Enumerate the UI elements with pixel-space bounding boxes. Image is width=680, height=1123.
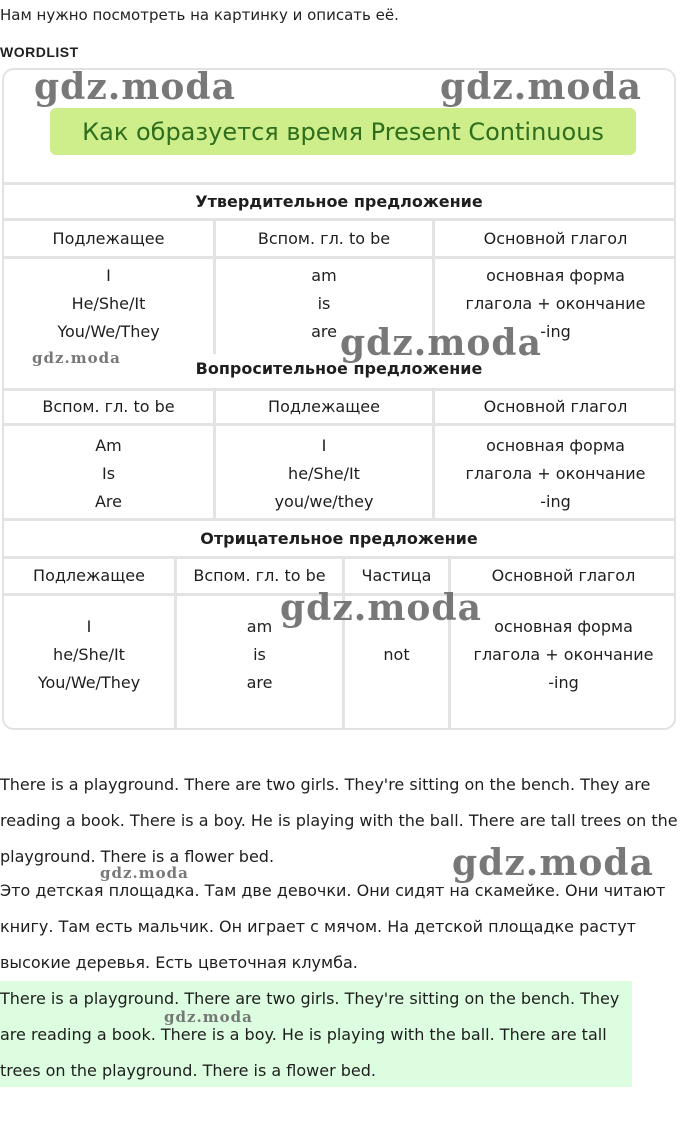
main-verb: -ing: [548, 673, 579, 692]
watermark-logo: gdz.moda: [452, 842, 654, 884]
watermark-logo: gdz.moda: [340, 322, 542, 364]
negative-heading: Отрицательное предложение: [200, 529, 478, 548]
subject: I: [86, 617, 92, 636]
watermark-logo: gdz.moda: [32, 349, 121, 367]
text-line: книгу. Там есть мальчик. Он играет с мячом. На детской площадке растут: [0, 917, 636, 936]
main-verb: основная форма: [494, 617, 633, 636]
text-line: playground. There is a flower bed.: [0, 847, 275, 866]
subject: I: [321, 436, 327, 455]
intro-text: Нам нужно посмотреть на картинку и описать её.: [0, 6, 399, 24]
column-header: Подлежащее: [268, 397, 380, 416]
text-line: высокие деревья. Есть цветочная клумба.: [0, 953, 358, 972]
column-header: Подлежащее: [33, 566, 145, 585]
column-header: Основной глагол: [491, 566, 636, 585]
main-verb: глагола + окончание: [465, 464, 646, 483]
affirmative-heading: Утвердительное предложение: [195, 192, 483, 211]
watermark-logo: gdz.moda: [100, 864, 189, 882]
aux-verb: is: [253, 645, 266, 664]
highlighted-paragraph: [0, 981, 680, 1089]
table-title: Как образуется время Present Continuous: [50, 108, 636, 155]
question-heading: Вопросительное предложение: [195, 359, 483, 378]
particle: not: [383, 645, 410, 664]
watermark-logo: gdz.moda: [34, 66, 236, 108]
watermark-logo: gdz.moda: [164, 1008, 253, 1026]
text-line: There is a playground. There are two girls. They're sitting on the bench. They are: [0, 775, 651, 794]
main-verb: основная форма: [486, 266, 625, 285]
watermark-logo: gdz.moda: [440, 66, 642, 108]
main-verb: -ing: [540, 492, 571, 511]
column-header: Вспом. гл. to be: [257, 228, 391, 248]
column-header: Основной глагол: [483, 397, 628, 416]
wordlist-label: WORDLIST: [0, 44, 79, 60]
main-verb: -ing: [540, 322, 571, 341]
aux-verb: Is: [101, 464, 116, 483]
text-line: There is a playground. There are two girls. They're sitting on the bench. They: [0, 989, 620, 1008]
main-verb: глагола + окончание: [473, 645, 654, 664]
grammar-table-image: [2, 68, 676, 730]
subject: he/She/It: [53, 645, 125, 664]
subject: you/we/they: [274, 492, 374, 511]
subject: You/We/They: [57, 322, 160, 341]
main-verb: основная форма: [486, 436, 625, 455]
column-header: Частица: [361, 566, 432, 585]
column-header: Вспом. гл. to be: [42, 397, 175, 416]
subject: he/She/It: [288, 464, 360, 483]
aux-verb: are: [246, 673, 273, 692]
text-line: reading a book. There is a boy. He is playing with the ball. There are tall trees on the: [0, 811, 678, 830]
aux-verb: are: [311, 322, 337, 341]
subject: He/She/It: [71, 294, 146, 313]
text-line: Это детская площадка. Там две девочки. Они сидят на скамейке. Они читают: [0, 881, 666, 900]
aux-verb: Are: [94, 492, 122, 511]
subject: You/We/They: [37, 673, 141, 692]
column-header: Вспом. гл. to be: [193, 566, 326, 585]
watermark-logo: gdz.moda: [280, 587, 482, 629]
main-verb: глагола + окончание: [465, 294, 646, 313]
subject: I: [106, 266, 111, 285]
english-paragraph: [0, 767, 680, 875]
text-line: trees on the playground. There is a flower bed.: [0, 1061, 376, 1080]
column-header: Подлежащее: [52, 228, 165, 248]
column-header: Основной глагол: [483, 228, 628, 248]
aux-verb: am: [246, 617, 273, 636]
aux-verb: am: [311, 266, 337, 285]
aux-verb: Am: [95, 436, 122, 455]
aux-verb: is: [317, 294, 331, 313]
text-line: are reading a book. There is a boy. He is playing with the ball. There are tall: [0, 1025, 607, 1044]
russian-paragraph: [0, 873, 680, 981]
